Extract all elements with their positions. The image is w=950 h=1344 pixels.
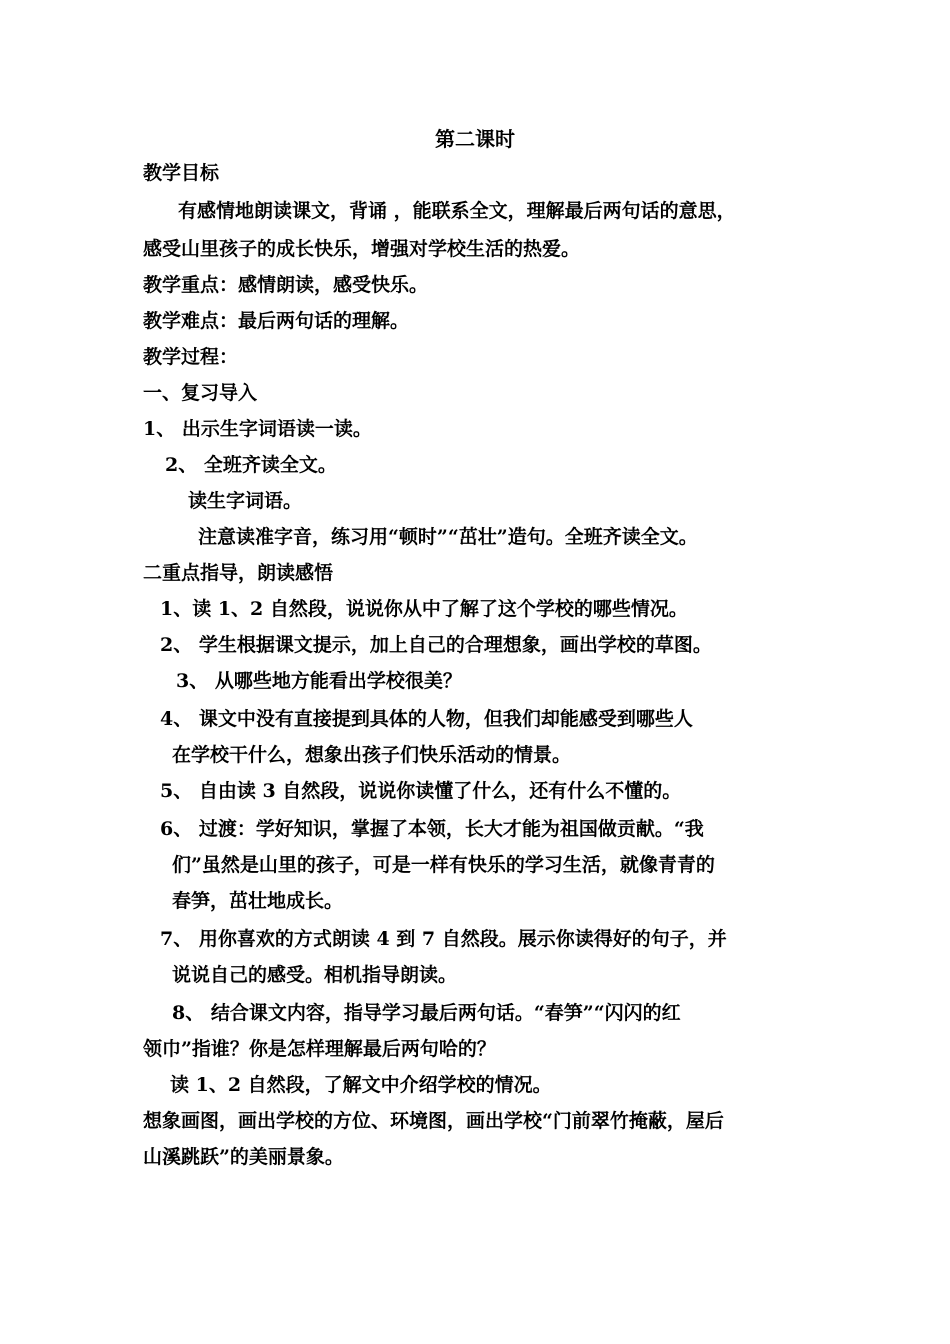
text-line: 领巾”指谁？你是怎样理解最后两句哈的？ xyxy=(143,1038,496,1060)
list-item: 6、 过渡：学好知识，掌握了本领，长大才能为祖国做贡献。“我 xyxy=(160,818,704,840)
text-line: 想象画图，画出学校的方位、环境图，画出学校“门前翠竹掩蔽，屋后 xyxy=(143,1110,724,1132)
list-item: 1、 出示生字词语读一读。 xyxy=(143,418,372,440)
list-item: 7、 用你喜欢的方式朗读 4 到 7 自然段。展示你读得好的句子，并 xyxy=(160,928,727,950)
text-line: 读 1、2 自然段，了解文中介绍学校的情况。 xyxy=(170,1074,552,1096)
text-line: 感受山里孩子的成长快乐，增强对学校生活的热爱。 xyxy=(143,238,581,260)
text-line: 有感情地朗读课文，背诵 ，能联系全文，理解最后两句话的意思， xyxy=(178,200,736,222)
text-line: 山溪跳跃”的美丽景象。 xyxy=(143,1146,344,1168)
text-line: 春笋，茁壮地成长。 xyxy=(172,890,344,912)
process-heading: 教学过程： xyxy=(143,346,239,368)
list-item: 3、 从哪些地方能看出学校很美？ xyxy=(176,670,462,692)
difficulty-line: 教学难点：最后两句话的理解。 xyxy=(143,310,410,332)
list-item: 1、读 1、2 自然段，说说你从中了解了这个学校的哪些情况。 xyxy=(160,598,688,620)
list-item: 5、 自由读 3 自然段，说说你读懂了什么，还有什么不懂的。 xyxy=(160,780,682,802)
text-line: 们”虽然是山里的孩子，可是一样有快乐的学习生活，就像青青的 xyxy=(172,854,715,876)
page-title: 第二课时 xyxy=(435,127,515,151)
text-line: 注意读准字音，练习用“顿时”“茁壮”造句。全班齐读全文。 xyxy=(198,526,698,548)
section-one-heading: 一、复习导入 xyxy=(143,382,258,404)
list-item: 2、 全班齐读全文。 xyxy=(165,454,337,476)
list-item: 2、 学生根据课文提示，加上自己的合理想象，画出学校的草图。 xyxy=(160,634,712,656)
key-point-line: 教学重点：感情朗读，感受快乐。 xyxy=(143,274,429,296)
text-line: 读生字词语。 xyxy=(188,490,303,512)
section-two-heading: 二重点指导，朗读感悟 xyxy=(143,562,334,584)
text-line: 说说自己的感受。相机指导朗读。 xyxy=(172,964,458,986)
text-line: 在学校干什么，想象出孩子们快乐活动的情景。 xyxy=(172,744,572,766)
section-objectives-heading: 教学目标 xyxy=(143,162,220,184)
list-item: 4、 课文中没有直接提到具体的人物，但我们却能感受到哪些人 xyxy=(160,708,693,730)
list-item: 8、 结合课文内容，指导学习最后两句话。“春笋”“闪闪的红 xyxy=(172,1002,681,1024)
